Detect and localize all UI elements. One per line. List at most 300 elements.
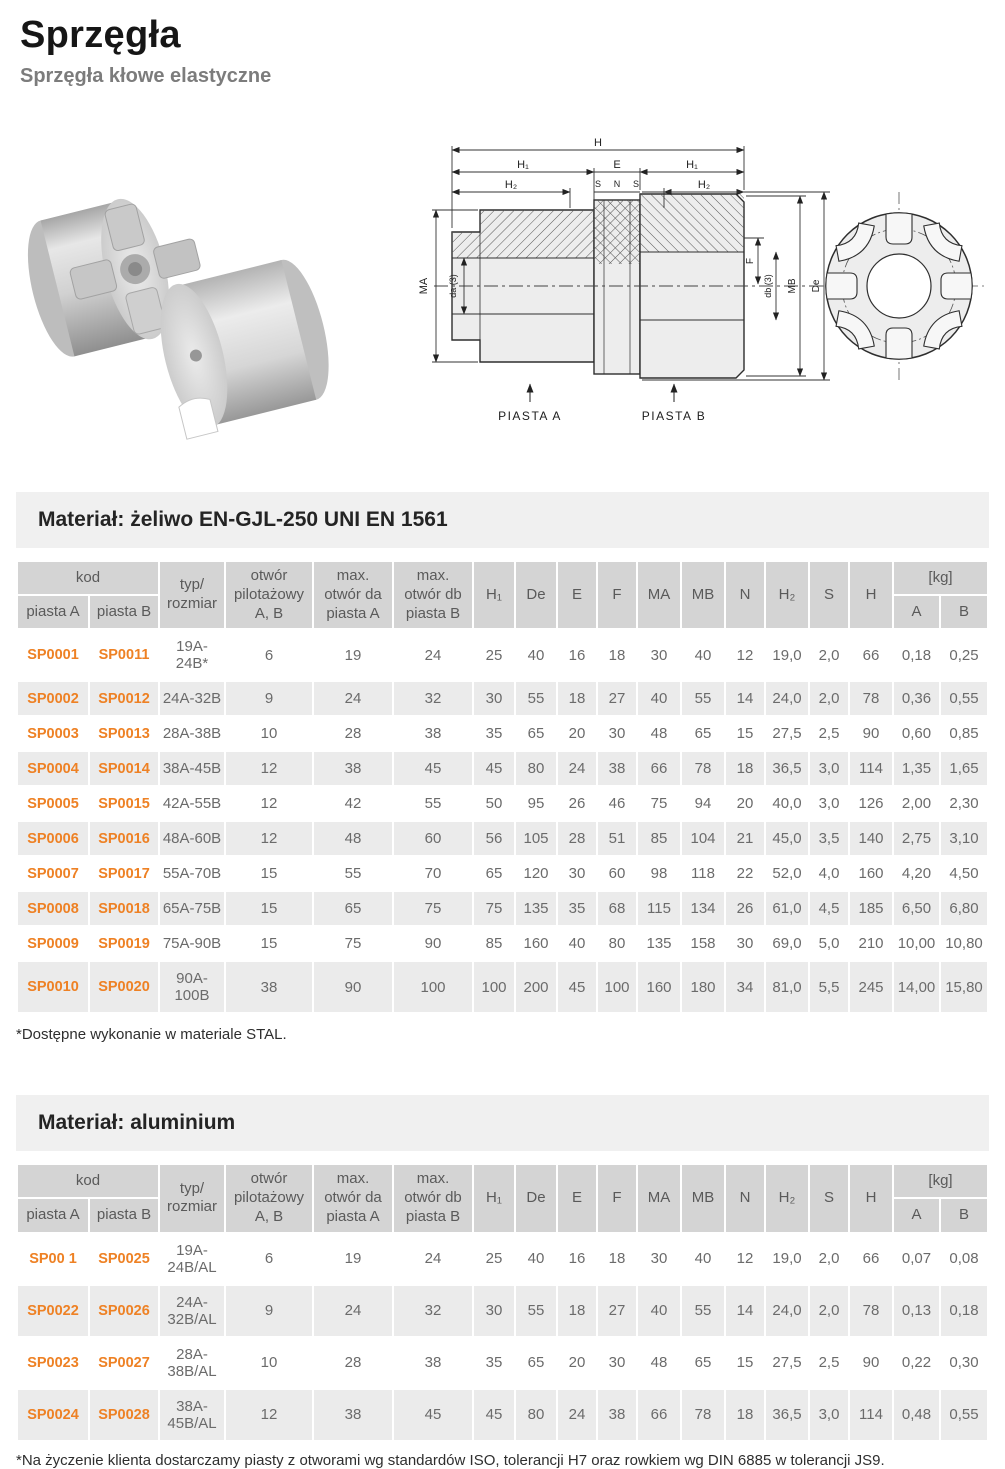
value-cell: 78: [682, 1390, 724, 1440]
value-cell: 48: [638, 1338, 680, 1388]
value-cell: 98: [638, 857, 680, 890]
col-header-max-otwor-db: max. otwór db piasta B: [394, 1165, 472, 1231]
value-cell: 0,18: [941, 1286, 987, 1336]
value-cell: 0,30: [941, 1338, 987, 1388]
col-header-h: H: [850, 1165, 892, 1231]
value-cell: 15: [226, 892, 312, 925]
value-cell: 200: [516, 962, 556, 1012]
value-cell: 3,0: [810, 752, 848, 785]
code-piasta-b[interactable]: SP0028: [90, 1390, 158, 1440]
value-cell: 40: [638, 1286, 680, 1336]
table-row: [18, 1390, 987, 1440]
value-cell: 12: [226, 822, 312, 855]
value-cell: 30: [474, 1286, 514, 1336]
value-cell: 135: [516, 892, 556, 925]
product-photo: [15, 146, 350, 436]
value-cell: 75: [314, 927, 392, 960]
table-row: [18, 822, 987, 855]
value-cell: 24,0: [766, 682, 808, 715]
value-cell: 36,5: [766, 1390, 808, 1440]
table-row: [18, 717, 987, 750]
value-cell: 55: [394, 787, 472, 820]
value-cell: 104: [682, 822, 724, 855]
code-piasta-a[interactable]: SP0001: [18, 630, 88, 680]
value-cell: 30: [638, 1234, 680, 1284]
value-cell: 6,80: [941, 892, 987, 925]
col-header-f: F: [598, 1165, 636, 1231]
value-cell: 24: [394, 630, 472, 680]
dim-label-h2-left: H₂: [504, 179, 518, 191]
value-cell: 12: [226, 1390, 312, 1440]
value-cell: 180: [682, 962, 724, 1012]
dim-label-h1-right: H₁: [686, 159, 698, 171]
page-subtitle: Sprzęgła kłowe elastyczne: [20, 65, 272, 87]
value-cell: 24: [314, 682, 392, 715]
value-cell: 2,0: [810, 682, 848, 715]
typ-rozmiar-cell: 24A-32B/AL: [160, 1286, 224, 1336]
value-cell: 85: [638, 822, 680, 855]
code-piasta-a[interactable]: SP0008: [18, 892, 88, 925]
code-piasta-a[interactable]: SP0005: [18, 787, 88, 820]
value-cell: 245: [850, 962, 892, 1012]
code-piasta-a[interactable]: SP0010: [18, 962, 88, 1012]
value-cell: 30: [638, 630, 680, 680]
col-header-n: N: [726, 1165, 764, 1231]
table-row: [18, 962, 987, 1012]
value-cell: 14: [726, 1286, 764, 1336]
col-header-mb: MB: [682, 562, 724, 628]
value-cell: 28: [314, 1338, 392, 1388]
value-cell: 68: [598, 892, 636, 925]
value-cell: 30: [474, 682, 514, 715]
coupling-hub-b-photo: [148, 252, 342, 440]
value-cell: 18: [598, 630, 636, 680]
value-cell: 26: [558, 787, 596, 820]
dim-label-n: N: [613, 179, 621, 189]
typ-rozmiar-cell: 24A-32B: [160, 682, 224, 715]
value-cell: 65: [682, 717, 724, 750]
hub-b-label: PIASTA B: [641, 409, 707, 423]
code-piasta-a[interactable]: SP0004: [18, 752, 88, 785]
typ-rozmiar-cell: 48A-60B: [160, 822, 224, 855]
value-cell: 12: [226, 787, 312, 820]
value-cell: 1,65: [941, 752, 987, 785]
typ-rozmiar-cell: 28A-38B/AL: [160, 1338, 224, 1388]
table-row: [18, 857, 987, 890]
value-cell: 81,0: [766, 962, 808, 1012]
value-cell: 30: [726, 927, 764, 960]
value-cell: 27: [598, 682, 636, 715]
col-header-de: De: [516, 562, 556, 628]
value-cell: 55: [516, 682, 556, 715]
dim-label-f: F: [745, 257, 756, 265]
dim-label-e: E: [613, 159, 621, 171]
value-cell: 20: [726, 787, 764, 820]
value-cell: 40: [682, 630, 724, 680]
dim-label-da: da (3): [448, 274, 458, 298]
code-piasta-a[interactable]: SP0009: [18, 927, 88, 960]
dim-label-h: H: [594, 137, 602, 149]
value-cell: 69,0: [766, 927, 808, 960]
value-cell: 45: [474, 1390, 514, 1440]
col-header-de: De: [516, 1165, 556, 1231]
value-cell: 32: [394, 1286, 472, 1336]
spec-table-zeliwo: [16, 560, 989, 1014]
code-piasta-b[interactable]: SP0015: [90, 787, 158, 820]
col-header-max-otwor-da: max. otwór da piasta A: [314, 1165, 392, 1231]
value-cell: 4,5: [810, 892, 848, 925]
value-cell: 12: [226, 752, 312, 785]
value-cell: 0,22: [894, 1338, 939, 1388]
value-cell: 40: [638, 682, 680, 715]
code-piasta-a[interactable]: SP0006: [18, 822, 88, 855]
hub-a-label: PIASTA A: [498, 409, 562, 423]
value-cell: 66: [638, 752, 680, 785]
code-piasta-a[interactable]: SP0003: [18, 717, 88, 750]
code-piasta-b[interactable]: SP0018: [90, 892, 158, 925]
spec-table-aluminium: [16, 1163, 989, 1441]
value-cell: 158: [682, 927, 724, 960]
col-header-n: N: [726, 562, 764, 628]
value-cell: 2,0: [810, 1286, 848, 1336]
value-cell: 14: [726, 682, 764, 715]
col-header-s: S: [810, 1165, 848, 1231]
col-header-kod: kod: [18, 1165, 158, 1197]
value-cell: 1,35: [894, 752, 939, 785]
value-cell: 61,0: [766, 892, 808, 925]
value-cell: 90: [394, 927, 472, 960]
value-cell: 0,07: [894, 1234, 939, 1284]
value-cell: 15: [726, 1338, 764, 1388]
value-cell: 4,50: [941, 857, 987, 890]
col-header-typ-rozmiar: typ/ rozmiar: [160, 562, 224, 628]
value-cell: 75: [474, 892, 514, 925]
value-cell: 45: [474, 752, 514, 785]
col-header-piasta-a: piasta A: [18, 1199, 88, 1231]
value-cell: 0,60: [894, 717, 939, 750]
col-header-f: F: [598, 562, 636, 628]
value-cell: 80: [516, 752, 556, 785]
value-cell: 126: [850, 787, 892, 820]
value-cell: 36,5: [766, 752, 808, 785]
col-header-ma: MA: [638, 1165, 680, 1231]
table-row: [18, 787, 987, 820]
value-cell: 45: [558, 962, 596, 1012]
dim-label-h1-left: H₁: [517, 159, 529, 171]
value-cell: 118: [682, 857, 724, 890]
dim-label-s-right: S: [632, 179, 640, 189]
col-header-ma: MA: [638, 562, 680, 628]
value-cell: 15: [226, 927, 312, 960]
value-cell: 78: [682, 752, 724, 785]
value-cell: 40: [682, 1234, 724, 1284]
code-piasta-a[interactable]: SP0023: [18, 1338, 88, 1388]
value-cell: 38: [226, 962, 312, 1012]
value-cell: 27: [598, 1286, 636, 1336]
code-piasta-b[interactable]: SP0019: [90, 927, 158, 960]
value-cell: 28: [314, 717, 392, 750]
value-cell: 10: [226, 1338, 312, 1388]
value-cell: 55: [682, 682, 724, 715]
table-row: [18, 1338, 987, 1388]
code-piasta-a[interactable]: SP0024: [18, 1390, 88, 1440]
value-cell: 48: [638, 717, 680, 750]
value-cell: 90: [850, 1338, 892, 1388]
table-row: [18, 752, 987, 785]
value-cell: 22: [726, 857, 764, 890]
value-cell: 18: [726, 1390, 764, 1440]
value-cell: 15: [226, 857, 312, 890]
value-cell: 32: [394, 682, 472, 715]
value-cell: 75: [638, 787, 680, 820]
value-cell: 24: [558, 1390, 596, 1440]
value-cell: 40: [558, 927, 596, 960]
value-cell: 60: [394, 822, 472, 855]
section-zeliwo: [0, 492, 1005, 1043]
value-cell: 27,5: [766, 717, 808, 750]
value-cell: 20: [558, 717, 596, 750]
value-cell: 12: [726, 1234, 764, 1284]
value-cell: 3,0: [810, 787, 848, 820]
value-cell: 78: [850, 1286, 892, 1336]
col-header-kg: [kg]: [894, 562, 987, 594]
table-row: [18, 630, 987, 680]
value-cell: 10: [226, 717, 312, 750]
code-piasta-a[interactable]: SP0022: [18, 1286, 88, 1336]
table-row: [18, 892, 987, 925]
col-header-piasta-a: piasta A: [18, 596, 88, 628]
col-header-otwor-pilotazowy: otwór pilotażowy A, B: [226, 562, 312, 628]
value-cell: 115: [638, 892, 680, 925]
col-header-e: E: [558, 1165, 596, 1231]
col-header-kg-b: B: [941, 596, 987, 628]
typ-rozmiar-cell: 38A-45B: [160, 752, 224, 785]
value-cell: 35: [474, 717, 514, 750]
value-cell: 90: [314, 962, 392, 1012]
value-cell: 66: [850, 1234, 892, 1284]
value-cell: 52,0: [766, 857, 808, 890]
col-header-s: S: [810, 562, 848, 628]
code-piasta-b[interactable]: SP0027: [90, 1338, 158, 1388]
value-cell: 120: [516, 857, 556, 890]
value-cell: 160: [516, 927, 556, 960]
value-cell: 100: [394, 962, 472, 1012]
value-cell: 24: [558, 752, 596, 785]
value-cell: 6: [226, 630, 312, 680]
value-cell: 45,0: [766, 822, 808, 855]
typ-rozmiar-cell: 19A-24B/AL: [160, 1234, 224, 1284]
figures-row: [0, 88, 1005, 448]
col-header-kg: [kg]: [894, 1165, 987, 1197]
value-cell: 55: [516, 1286, 556, 1336]
value-cell: 80: [598, 927, 636, 960]
value-cell: 16: [558, 1234, 596, 1284]
typ-rozmiar-cell: 38A-45B/AL: [160, 1390, 224, 1440]
value-cell: 38: [598, 1390, 636, 1440]
value-cell: 30: [598, 1338, 636, 1388]
value-cell: 160: [850, 857, 892, 890]
value-cell: 185: [850, 892, 892, 925]
value-cell: 21: [726, 822, 764, 855]
col-header-max-otwor-db: max. otwór db piasta B: [394, 562, 472, 628]
typ-rozmiar-cell: 75A-90B: [160, 927, 224, 960]
value-cell: 2,0: [810, 1234, 848, 1284]
dim-label-mb: MB: [787, 278, 798, 294]
code-piasta-b[interactable]: SP0026: [90, 1286, 158, 1336]
value-cell: 65: [474, 857, 514, 890]
value-cell: 38: [314, 752, 392, 785]
value-cell: 0,85: [941, 717, 987, 750]
col-header-h1: H₁: [474, 562, 514, 628]
code-piasta-b[interactable]: SP0011: [90, 630, 158, 680]
dim-label-db: db (3): [763, 274, 773, 298]
value-cell: 27,5: [766, 1338, 808, 1388]
code-piasta-b[interactable]: SP0013: [90, 717, 158, 750]
value-cell: 35: [474, 1338, 514, 1388]
dim-label-de: De: [811, 279, 822, 293]
value-cell: 0,25: [941, 630, 987, 680]
value-cell: 4,20: [894, 857, 939, 890]
value-cell: 0,18: [894, 630, 939, 680]
typ-rozmiar-cell: 42A-55B: [160, 787, 224, 820]
code-piasta-b[interactable]: SP0016: [90, 822, 158, 855]
value-cell: 40: [516, 630, 556, 680]
page-header: [0, 0, 1005, 88]
code-piasta-b[interactable]: SP0017: [90, 857, 158, 890]
value-cell: 18: [558, 682, 596, 715]
value-cell: 28: [558, 822, 596, 855]
value-cell: 95: [516, 787, 556, 820]
value-cell: 48: [314, 822, 392, 855]
table-row: [18, 1234, 987, 1284]
value-cell: 18: [726, 752, 764, 785]
value-cell: 0,13: [894, 1286, 939, 1336]
footnote-iso: *Na życzenie klienta dostarczamy piasty z otworami wg standardów ISO, tolerancji H7 oraz rowkiem wg DIN 6885 w tolerancji JS9.: [16, 1451, 885, 1469]
value-cell: 2,30: [941, 787, 987, 820]
value-cell: 135: [638, 927, 680, 960]
value-cell: 90: [850, 717, 892, 750]
col-header-h1: H₁: [474, 1165, 514, 1231]
section-title-zeliwo: Materiał: żeliwo EN-GJL-250 UNI EN 1561: [16, 492, 989, 548]
value-cell: 35: [558, 892, 596, 925]
typ-rozmiar-cell: 90A-100B: [160, 962, 224, 1012]
value-cell: 160: [638, 962, 680, 1012]
value-cell: 2,00: [894, 787, 939, 820]
value-cell: 0,55: [941, 682, 987, 715]
value-cell: 2,75: [894, 822, 939, 855]
value-cell: 19,0: [766, 630, 808, 680]
value-cell: 6,50: [894, 892, 939, 925]
col-header-e: E: [558, 562, 596, 628]
value-cell: 12: [726, 630, 764, 680]
value-cell: 18: [558, 1286, 596, 1336]
col-header-h2: H₂: [766, 562, 808, 628]
value-cell: 30: [598, 717, 636, 750]
section-aluminium: [0, 1095, 1005, 1468]
code-piasta-b[interactable]: SP0014: [90, 752, 158, 785]
value-cell: 26: [726, 892, 764, 925]
typ-rozmiar-cell: 19A-24B*: [160, 630, 224, 680]
value-cell: 14,00: [894, 962, 939, 1012]
value-cell: 25: [474, 1234, 514, 1284]
value-cell: 78: [850, 682, 892, 715]
table-row: [18, 927, 987, 960]
value-cell: 60: [598, 857, 636, 890]
value-cell: 38: [394, 717, 472, 750]
value-cell: 40: [516, 1234, 556, 1284]
typ-rozmiar-cell: 28A-38B: [160, 717, 224, 750]
typ-rozmiar-cell: 65A-75B: [160, 892, 224, 925]
value-cell: 45: [394, 752, 472, 785]
typ-rozmiar-cell: 55A-70B: [160, 857, 224, 890]
value-cell: 24: [314, 1286, 392, 1336]
value-cell: 0,55: [941, 1390, 987, 1440]
value-cell: 100: [474, 962, 514, 1012]
value-cell: 114: [850, 1390, 892, 1440]
technical-drawing: [412, 134, 990, 434]
value-cell: 105: [516, 822, 556, 855]
code-piasta-b[interactable]: SP0020: [90, 962, 158, 1012]
value-cell: 2,5: [810, 1338, 848, 1388]
value-cell: 20: [558, 1338, 596, 1388]
value-cell: 66: [850, 630, 892, 680]
value-cell: 0,08: [941, 1234, 987, 1284]
value-cell: 38: [394, 1338, 472, 1388]
col-header-max-otwor-da: max. otwór da piasta A: [314, 562, 392, 628]
col-header-kod: kod: [18, 562, 158, 594]
value-cell: 6: [226, 1234, 312, 1284]
section-title-aluminium: Materiał: aluminium: [16, 1095, 989, 1151]
code-piasta-a[interactable]: SP0002: [18, 682, 88, 715]
col-header-piasta-b: piasta B: [90, 596, 158, 628]
value-cell: 24,0: [766, 1286, 808, 1336]
value-cell: 5,0: [810, 927, 848, 960]
col-header-h: H: [850, 562, 892, 628]
dim-label-s-left: S: [594, 179, 602, 189]
value-cell: 4,0: [810, 857, 848, 890]
table-row: [18, 1286, 987, 1336]
value-cell: 134: [682, 892, 724, 925]
value-cell: 56: [474, 822, 514, 855]
value-cell: 10,00: [894, 927, 939, 960]
value-cell: 15: [726, 717, 764, 750]
value-cell: 10,80: [941, 927, 987, 960]
code-piasta-b[interactable]: SP0025: [90, 1234, 158, 1284]
value-cell: 15,80: [941, 962, 987, 1012]
value-cell: 5,5: [810, 962, 848, 1012]
code-piasta-a[interactable]: SP00 1: [18, 1234, 88, 1284]
page-title: Sprzęgła: [20, 14, 181, 56]
value-cell: 19,0: [766, 1234, 808, 1284]
code-piasta-a[interactable]: SP0007: [18, 857, 88, 890]
value-cell: 38: [598, 752, 636, 785]
col-header-mb: MB: [682, 1165, 724, 1231]
value-cell: 2,5: [810, 717, 848, 750]
col-header-kg-a: A: [894, 1199, 939, 1231]
value-cell: 55: [682, 1286, 724, 1336]
value-cell: 19: [314, 1234, 392, 1284]
value-cell: 24: [394, 1234, 472, 1284]
value-cell: 16: [558, 630, 596, 680]
value-cell: 65: [314, 892, 392, 925]
code-piasta-b[interactable]: SP0012: [90, 682, 158, 715]
value-cell: 114: [850, 752, 892, 785]
value-cell: 80: [516, 1390, 556, 1440]
col-header-kg-a: A: [894, 596, 939, 628]
value-cell: 55: [314, 857, 392, 890]
hub-callouts: [498, 384, 706, 423]
value-cell: 70: [394, 857, 472, 890]
